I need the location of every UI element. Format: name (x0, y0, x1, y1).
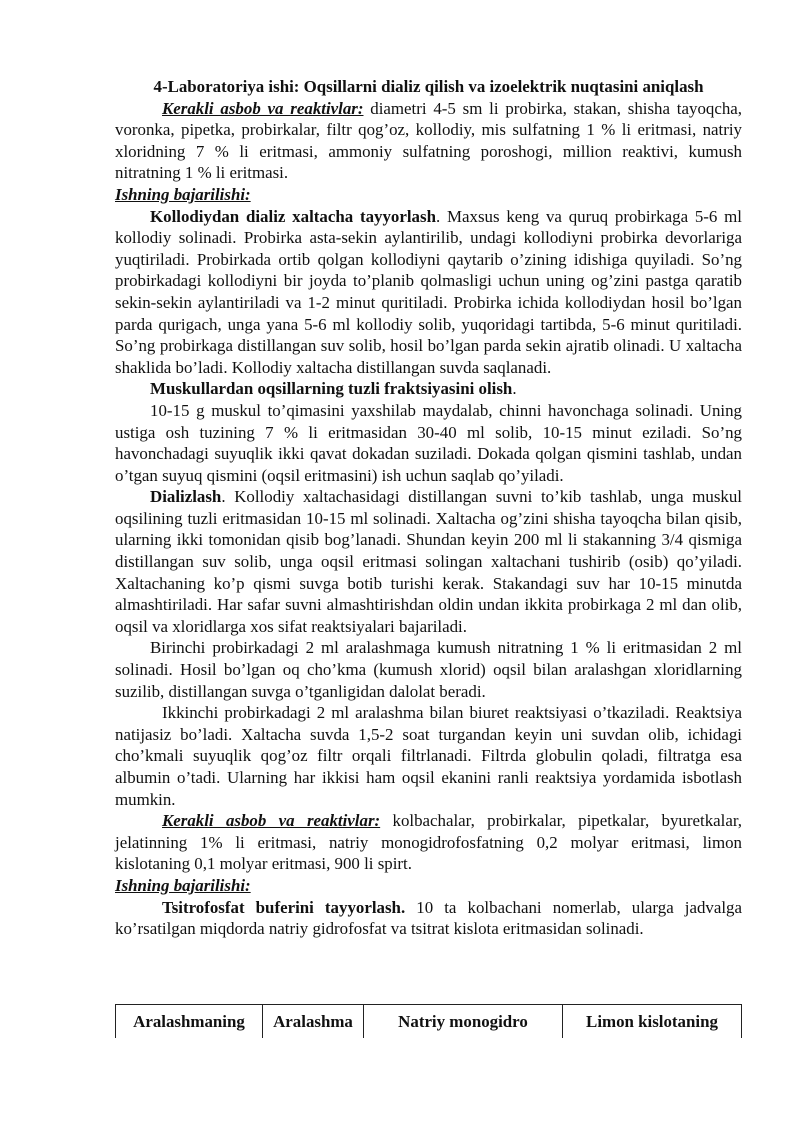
paragraph-heading: Kollodiydan dializ xaltacha tayyorlash (150, 206, 436, 226)
requirements-label: Kerakli asbob va reaktivlar: (162, 811, 381, 831)
paragraph-dialysis-bag (115, 206, 742, 379)
paragraph-citrophosphate (115, 897, 742, 940)
paragraph-heading: Muskullardan oqsillarning tuzli fraktsiyasini olish (150, 379, 513, 399)
table-header-cell: Aralashmaning (116, 1005, 263, 1039)
procedure-heading-1: Ishning bajarilishi: (115, 184, 251, 204)
paragraph-heading: Tsitrofosfat buferini tayyorlash. (162, 897, 406, 917)
paragraph-text: . (512, 379, 517, 399)
table-header-cell: Aralashma (263, 1005, 364, 1039)
paragraph-second-tube: Ikkinchi probirkadagi 2 ml aralashma bilan biuret reaktsiyasi o’tkaziladi. Reaktsiya natijasiz bo’ladi. Xaltacha suvda 1,5-2 soat turgandan keyin uni suvdan olib, ichidagi cho’kmali suyuqlik qog’oz filtr orqali filtrlanadi. Filtrda globulin qoladi, filtratga esa albumin o’tadi. Ularning har ikkisi ham oqsil ekanini ranli reaktsiya yordamida isbotlash mumkin. (115, 703, 742, 809)
table-header-cell: Limon kislotaning (563, 1005, 742, 1039)
table-header-cell: Natriy monogidro (364, 1005, 563, 1039)
requirements-text: diametri 4-5 sm li probirka, stakan, shisha tayoqcha, voronka, pipetka, probirkalar, filtr qog’oz, kollodiy, mis sulfatning 1 % li eritmasi, natriy xloridning 7 % li eritmasi, ammoniy sulfatning poroshogi, million reaktivi, kumush nitratning 1 % li eritmasi. (115, 98, 742, 183)
paragraph-muscle-prep: 10-15 g muskul to’qimasini yaxshilab maydalab, chinni havonchaga solinadi. Uning ustiga osh tuzining 7 % li eritmasidan 30-40 ml solib, 10-15 minut eziladi. So’ng havonchadagi suyuqlik ikki qavat dokadan suziladi. Dokada qolgan qismini tashlab, undan o’tgan suyuq qismini (oqsil eritmasini) ish uchun saqlab qo’yiladi. (115, 400, 742, 485)
paragraph-text: 10 ta kolbachani nomerlab, ularga jadvalga ko’rsatilgan miqdorda natriy gidrofosfat va tsitrat kislota eritmasidan solinadi. (115, 897, 742, 939)
requirements-paragraph-1 (115, 98, 742, 184)
requirements-label: Kerakli asbob va reaktivlar: (162, 98, 364, 118)
requirements-text: kolbachalar, probirkalar, pipetkalar, byuretkalar, jelatinning 1% li eritmasi, natriy monogidrofosfatning 0,2 molyar eritmasi, limon kislotaning 0,1 molyar eritmasi, 900 li spirt. (115, 811, 742, 874)
paragraph-heading: Dializlash (150, 487, 222, 507)
table-header-row (116, 1005, 742, 1039)
buffer-table (115, 1004, 742, 1038)
procedure-heading-2: Ishning bajarilishi: (115, 875, 251, 895)
document-body (115, 76, 742, 940)
paragraph-text: . Maxsus keng va quruq probirkaga 5-6 ml kollodiy solinadi. Probirka asta-sekin aylantirilib, undagi kollodiyni probirka devorlariga yuqtiriladi. Probirkada ortib qolgan kollodiyni qaytarib o’zining idishiga quyiladi. So’ng probirkadagi kollodiyni bir joyda to’planib qolmasligi uchun uning og’zini pastga qaratib sekin-sekin aylantiriladi va 1-2 minut quritiladi. Probirka ichida kollodiydan hosil bo’lgan parda qurigach, unga yana 5-6 ml kollodiy solib, yuqoridagi tartibda, 5-6 minut quritiladi. So’ng probirkaga distillangan suv solib, hosil bo’lgan parda sekin ajratib olinadi. U xaltacha shaklida bo’ladi. Kollodiy xaltacha distillangan suvda saqlanadi. (115, 206, 742, 377)
paragraph-text: . Kollodiy xaltachasidagi distillangan suvni to’kib tashlab, unga muskul oqsilining tuzli eritmasidan 10-15 ml solinadi. Xaltacha og’zini shisha tayoqcha bilan qisib, ularning ikki tomonidan qisib bog’lanadi. Shundan keyin 200 ml li stakanning 3/4 qismiga distillangan suv solib, unga oqsil eritmasi solingan xaltachani tushirib (osib) qo’yiladi. Xaltachaning ko’p qismi suvga botib turishi kerak. Stakandagi suv har 10-15 minutda almashtiriladi. Har safar suvni almashtirishdan oldin undan ikkita probirkaga 2 ml dan olib, oqsil va xloridlarga xos sifat reaktsiyalari bajariladi. (115, 487, 742, 636)
paragraph-dialysis (115, 486, 742, 637)
document-title: 4-Laboratoriya ishi: Oqsillarni dializ qilish va izoelektrik nuqtasini aniqlash (153, 77, 704, 96)
paragraph-salt-fraction (115, 378, 742, 400)
requirements-paragraph-2 (115, 810, 742, 875)
paragraph-first-tube: Birinchi probirkadagi 2 ml aralashmaga kumush nitratning 1 % li eritmasidan 2 ml solinadi. Hosil bo’lgan oq cho’kma (kumush xlorid) oqsil bilan aralashgan xloridlarning suzilib, distillangan suvga o’tganligidan dalolat beradi. (115, 638, 742, 701)
